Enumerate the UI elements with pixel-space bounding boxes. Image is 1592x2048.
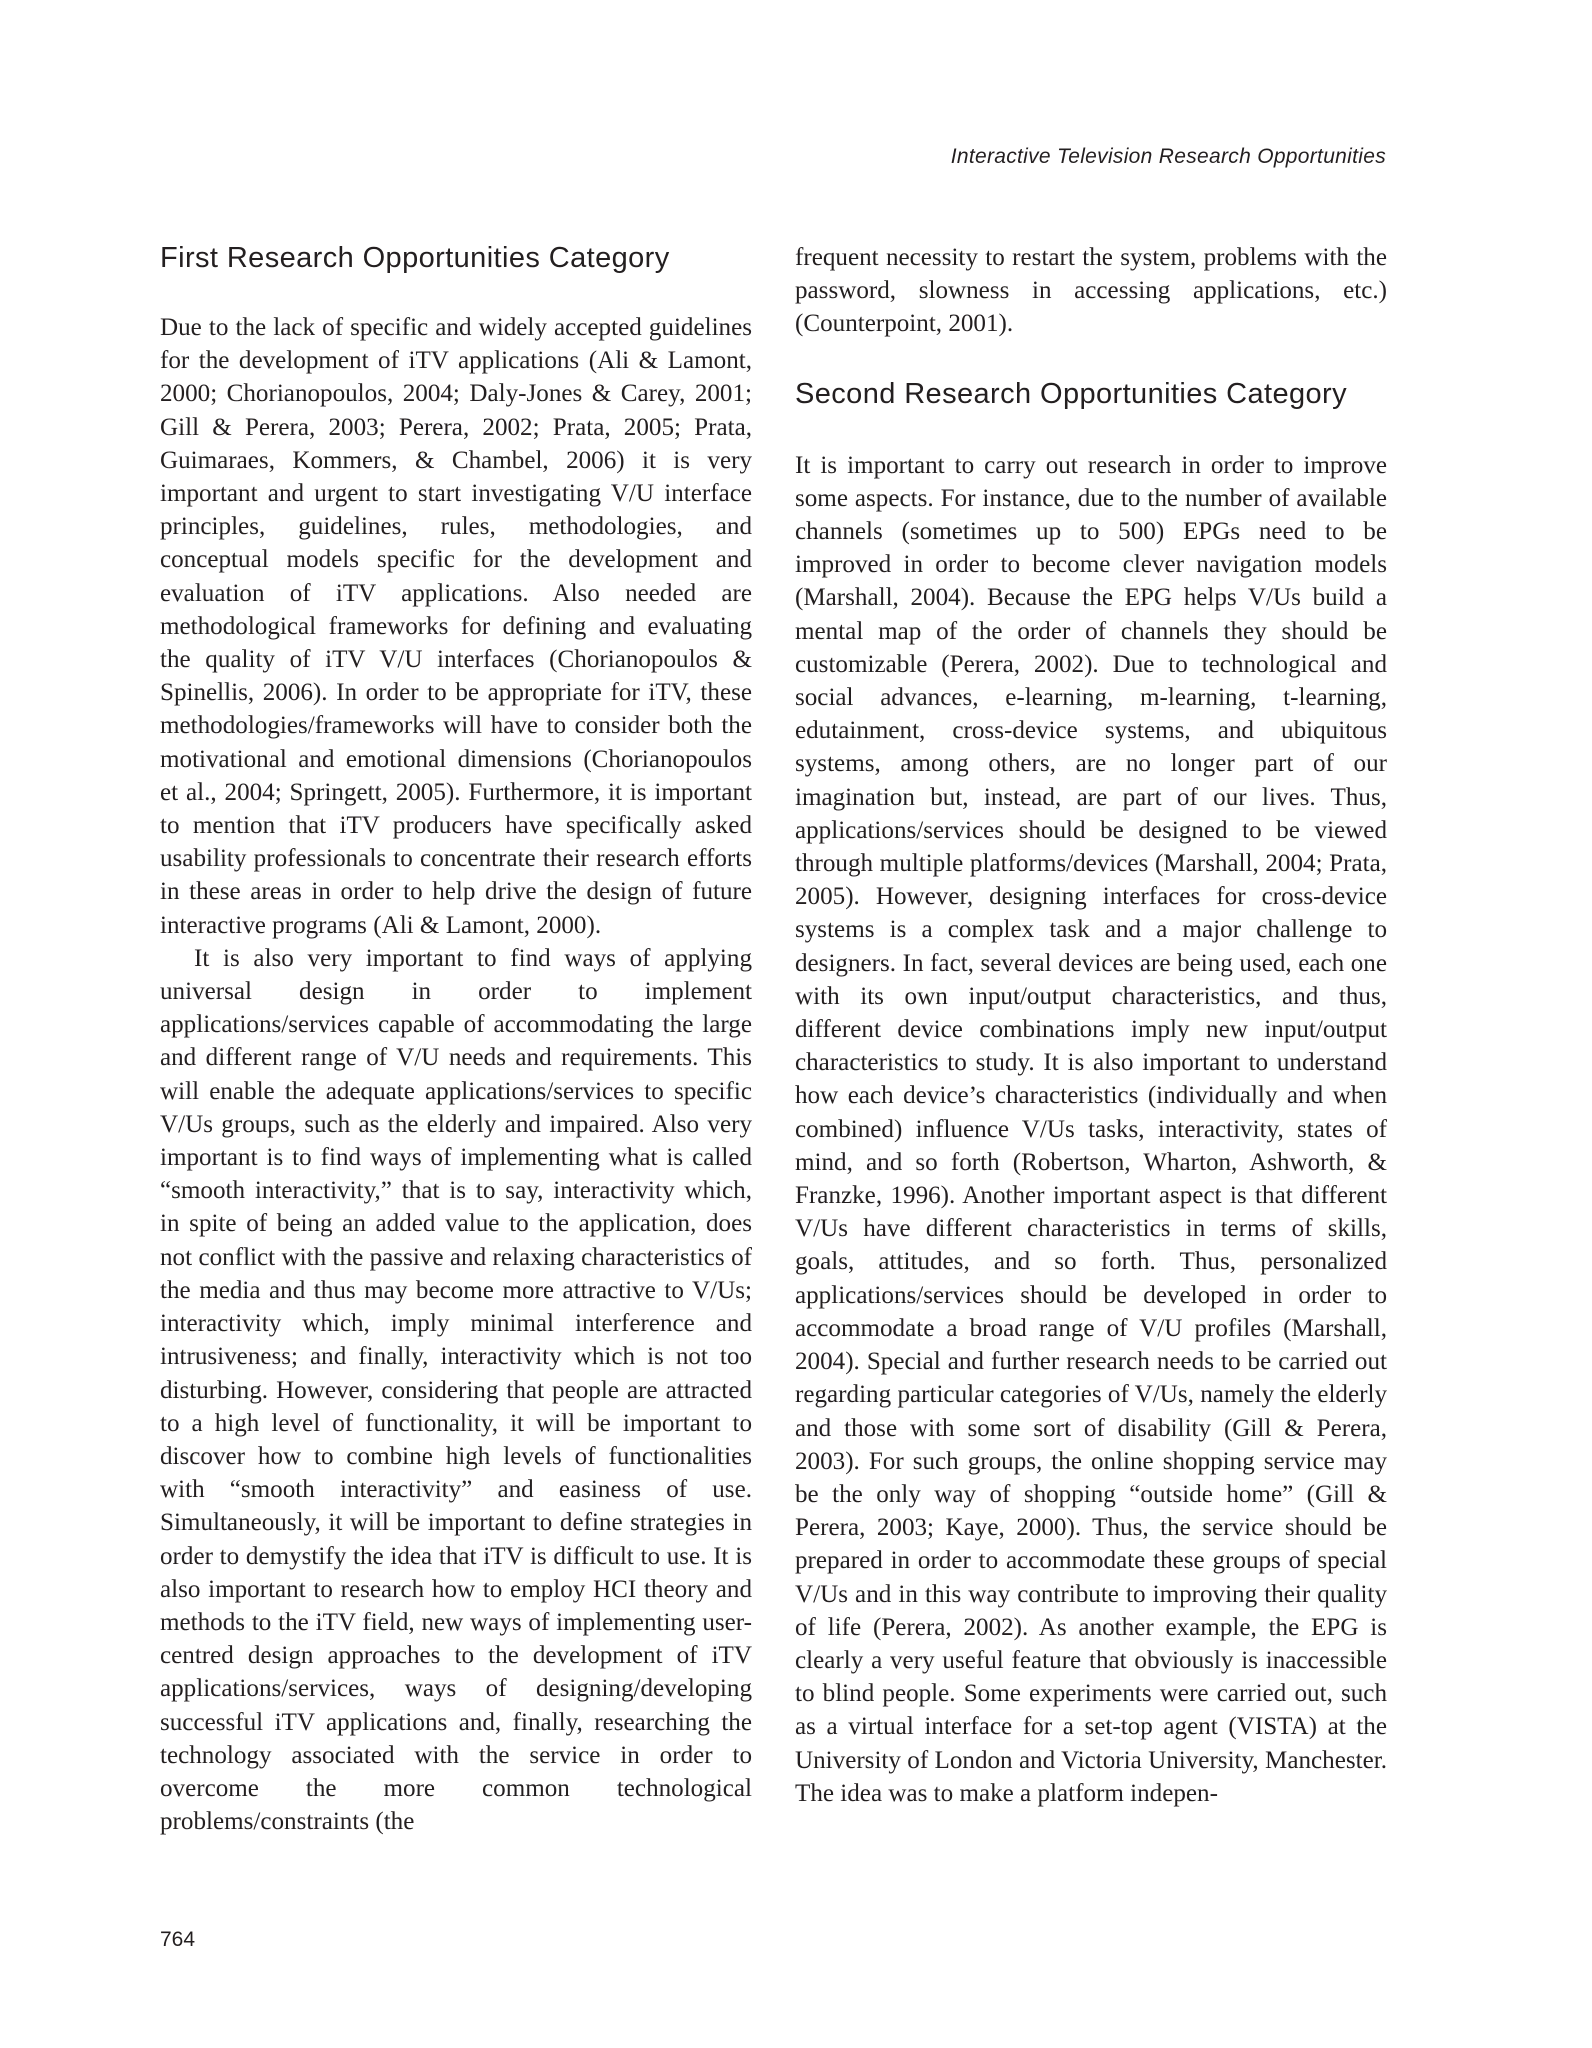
body-paragraph-3: It is important to carry out research in order to improve some aspects. For instance, due to the number of available channels (sometimes up to 500) EPGs need to be improved in order to become clever navigation models (Marshall, 2004). Because the EPG helps V/Us build a mental map of the order of channels they should be customizable (Perera, 2002). Due to technological and social advances, e-learning, m-learning, t-learning, edutainment, cross-device systems, and ubiquitous systems, among others, are no longer part of our imagination but, instead, are part of our lives. Thus, applications/services should be designed to be viewed through multiple platforms/devices (Marshall, 2004; Prata, 2005). However, designing interfaces for cross-device systems is a complex task and a major challenge to designers. In fact, several devices are being used, each one with its own input/output characteristics, and thus, different device combinations imply new input/output characteristics to study. It is also important to understand how each device’s characteristics (individually and when combined) influence V/Us tasks, interactivity, states of mind, and so forth (Robertson, Wharton, Ashworth, & Franzke, 1996). Another important aspect is that different V/Us have different characteristics in terms of skills, goals, attitudes, and so forth. Thus, personalized applications/services should be developed in order to accommodate a broad range of V/U profiles (Marshall, 2004). Special and further research needs to be carried out regarding particular categories of V/Us, namely the elderly and those with some sort of disability (Gill & Perera, 2003). For such groups, the online shopping service may be the only way of shopping “outside home” (Gill & Perera, 2003; Kaye, 2000). Thus, the service should be prepared in order to accommodate these groups of special V/Us and in this way contribute to improving their quality of life (Perera, 2002). As another example, the EPG is clearly a very useful feature that obviously is inaccessible to blind people. Some experiments were carried out, such as a virtual interface for a set-top agent (VISTA) at the University of London and Victoria University, Manchester. The idea was to make a platform indepen- [795, 451, 1387, 1807]
continued-paragraph: frequent necessity to restart the system, problems with the password, slowness in accessing applications, etc.) (Counterpoint, 2001). [795, 244, 1387, 338]
right-column [795, 241, 1387, 1810]
running-header: Interactive Television Research Opportunities [950, 145, 1386, 168]
second-category-heading: Second Research Opportunities Category [795, 377, 1347, 410]
page-number: 764 [160, 1928, 196, 1951]
body-paragraph-2: It is also very important to find ways of applying universal design in order to implement applications/services capable of accommodating the large and different range of V/U needs and requirements. This will enable the adequate applications/services to specific V/Us groups, such as the elderly and impaired. Also very important is to find ways of implementing what is called “smooth interactivity,” that is to say, interactivity which, in spite of being an added value to the application, does not conflict with the passive and relaxing characteristics of the media and thus may become more attractive to V/Us; interactivity which, imply minimal interference and intrusiveness; and finally, interactivity which is not too disturbing. However, considering that people are attracted to a high level of functionality, it will be important to discover how to combine high levels of functionalities with “smooth interactivity” and easiness of use. Simultaneously, it will be important to define strategies in order to demystify the idea that iTV is difficult to use. It is also important to research how to employ HCI theory and methods to the iTV field, new ways of implementing user-centred design approaches to the development of iTV applications/services, ways of designing/developing successful iTV applications and, finally, researching the technology associated with the service in order to overcome the more common technological problems/constraints (the [160, 944, 752, 1836]
first-category-heading: First Research Opportunities Category [160, 242, 670, 274]
left-column [160, 240, 752, 1838]
body-paragraph-1: Due to the lack of specific and widely accepted guidelines for the development of iTV applications (Ali & Lamont, 2000; Chorianopoulos, 2004; Daly-Jones & Carey, 2001; Gill & Perera, 2003; Perera, 2002; Prata, 2005; Prata, Guimaraes, Kommers, & Chambel, 2006) it is very important and urgent to start investigating V/U interface principles, guidelines, rules, methodologies, and conceptual models specific for the development and evaluation of iTV applications. Also needed are methodological frameworks for defining and evaluating the quality of iTV V/U interfaces (Chorianopoulos & Spinellis, 2006). In order to be appropriate for iTV, these methodologies/frameworks will have to consider both the motivational and emotional dimensions (Chorianopoulos et al., 2004; Springett, 2005). Furthermore, it is important to mention that iTV producers have specifically asked usability professionals to concentrate their research efforts in these areas in order to help drive the design of future interactive programs (Ali & Lamont, 2000). [160, 314, 752, 939]
